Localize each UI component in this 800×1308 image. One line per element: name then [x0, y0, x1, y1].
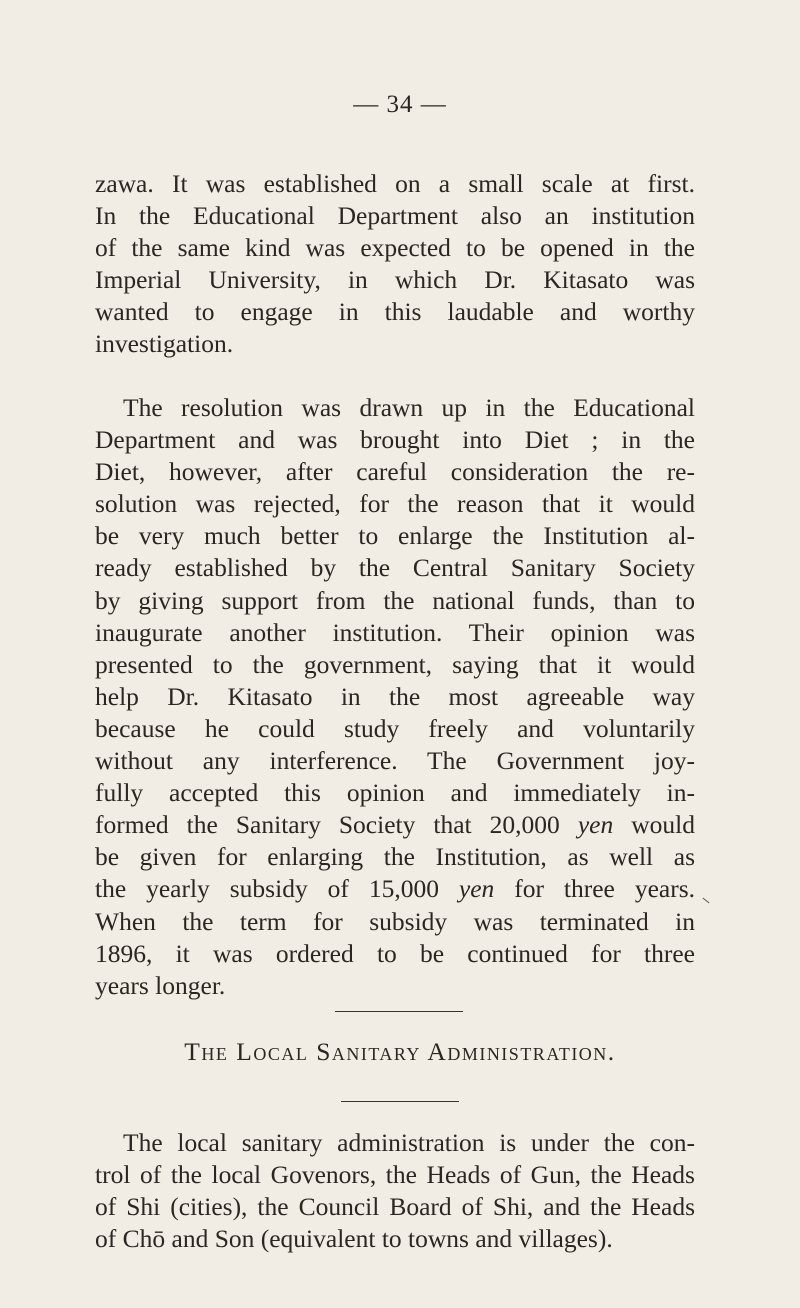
line-text: for three years. [494, 874, 695, 904]
section-divider-top [335, 1011, 463, 1012]
text-line: solution was rejected, for the reason that it would [95, 489, 695, 519]
page-number: — 34 — [353, 91, 447, 118]
text-line: Department and was brought into Diet ; in the [95, 425, 695, 455]
text-line [95, 873, 695, 905]
currency-yen: yen [577, 810, 614, 840]
text-line: help Dr. Kitasato in the most agreeable way [95, 681, 695, 711]
text-line: wanted to engage in this laudable and worthy [95, 297, 695, 327]
text-line: fully accepted this opinion and immediately in- [95, 778, 695, 808]
text-line: 1896, it was ordered to be continued for three [95, 938, 695, 968]
section-divider-bottom [341, 1101, 459, 1102]
text-line: of Shi (cities), the Council Board of Shi, and the Heads [95, 1192, 695, 1222]
text-line: zawa. It was established on a small scale at first. [95, 169, 695, 198]
paragraph-3 [95, 1127, 695, 1255]
paragraph-1 [95, 168, 695, 361]
line-text: the yearly subsidy of 15,000 [95, 874, 459, 904]
paragraph-2 [95, 392, 695, 1002]
text-line: Imperial University, in which Dr. Kitasato was [95, 265, 695, 295]
line-text: would [613, 810, 696, 840]
line-text: formed the Sanitary Society that 20,000 [95, 810, 578, 840]
text-line: inaugurate another institution. Their opinion was [95, 617, 695, 647]
text-line: investigation. [95, 329, 234, 359]
text-line: be given for enlarging the Institution, as well as [95, 842, 695, 872]
text-line: years longer. [95, 970, 226, 1000]
text-line: The local sanitary administration is under the con- [123, 1128, 695, 1157]
text-line: of the same kind was expected to be opened in the [95, 233, 695, 263]
text-line: Diet, however, after careful consideration the re- [95, 457, 695, 487]
stray-print-mark [703, 898, 710, 904]
text-line: When the term for subsidy was terminated in [95, 906, 695, 936]
text-line: without any interference. The Government joy- [95, 746, 695, 776]
text-line [95, 809, 695, 841]
currency-yen: yen [458, 874, 495, 904]
text-line: of Chō and Son (equivalent to towns and villages). [95, 1224, 613, 1254]
text-line: presented to the government, saying that it would [95, 649, 695, 679]
text-line: because he could study freely and voluntarily [95, 713, 695, 743]
text-line: be very much better to enlarge the Institution al- [95, 521, 695, 551]
section-heading: The Local Sanitary Administration. [184, 1037, 616, 1066]
text-line: ready established by the Central Sanitary Society [95, 553, 695, 583]
text-line: The resolution was drawn up in the Educational [123, 393, 695, 422]
text-line: In the Educational Department also an institution [95, 201, 695, 231]
text-line: trol of the local Govenors, the Heads of Gun, the Heads [95, 1160, 695, 1190]
text-line: by giving support from the national funds, than to [95, 585, 695, 615]
